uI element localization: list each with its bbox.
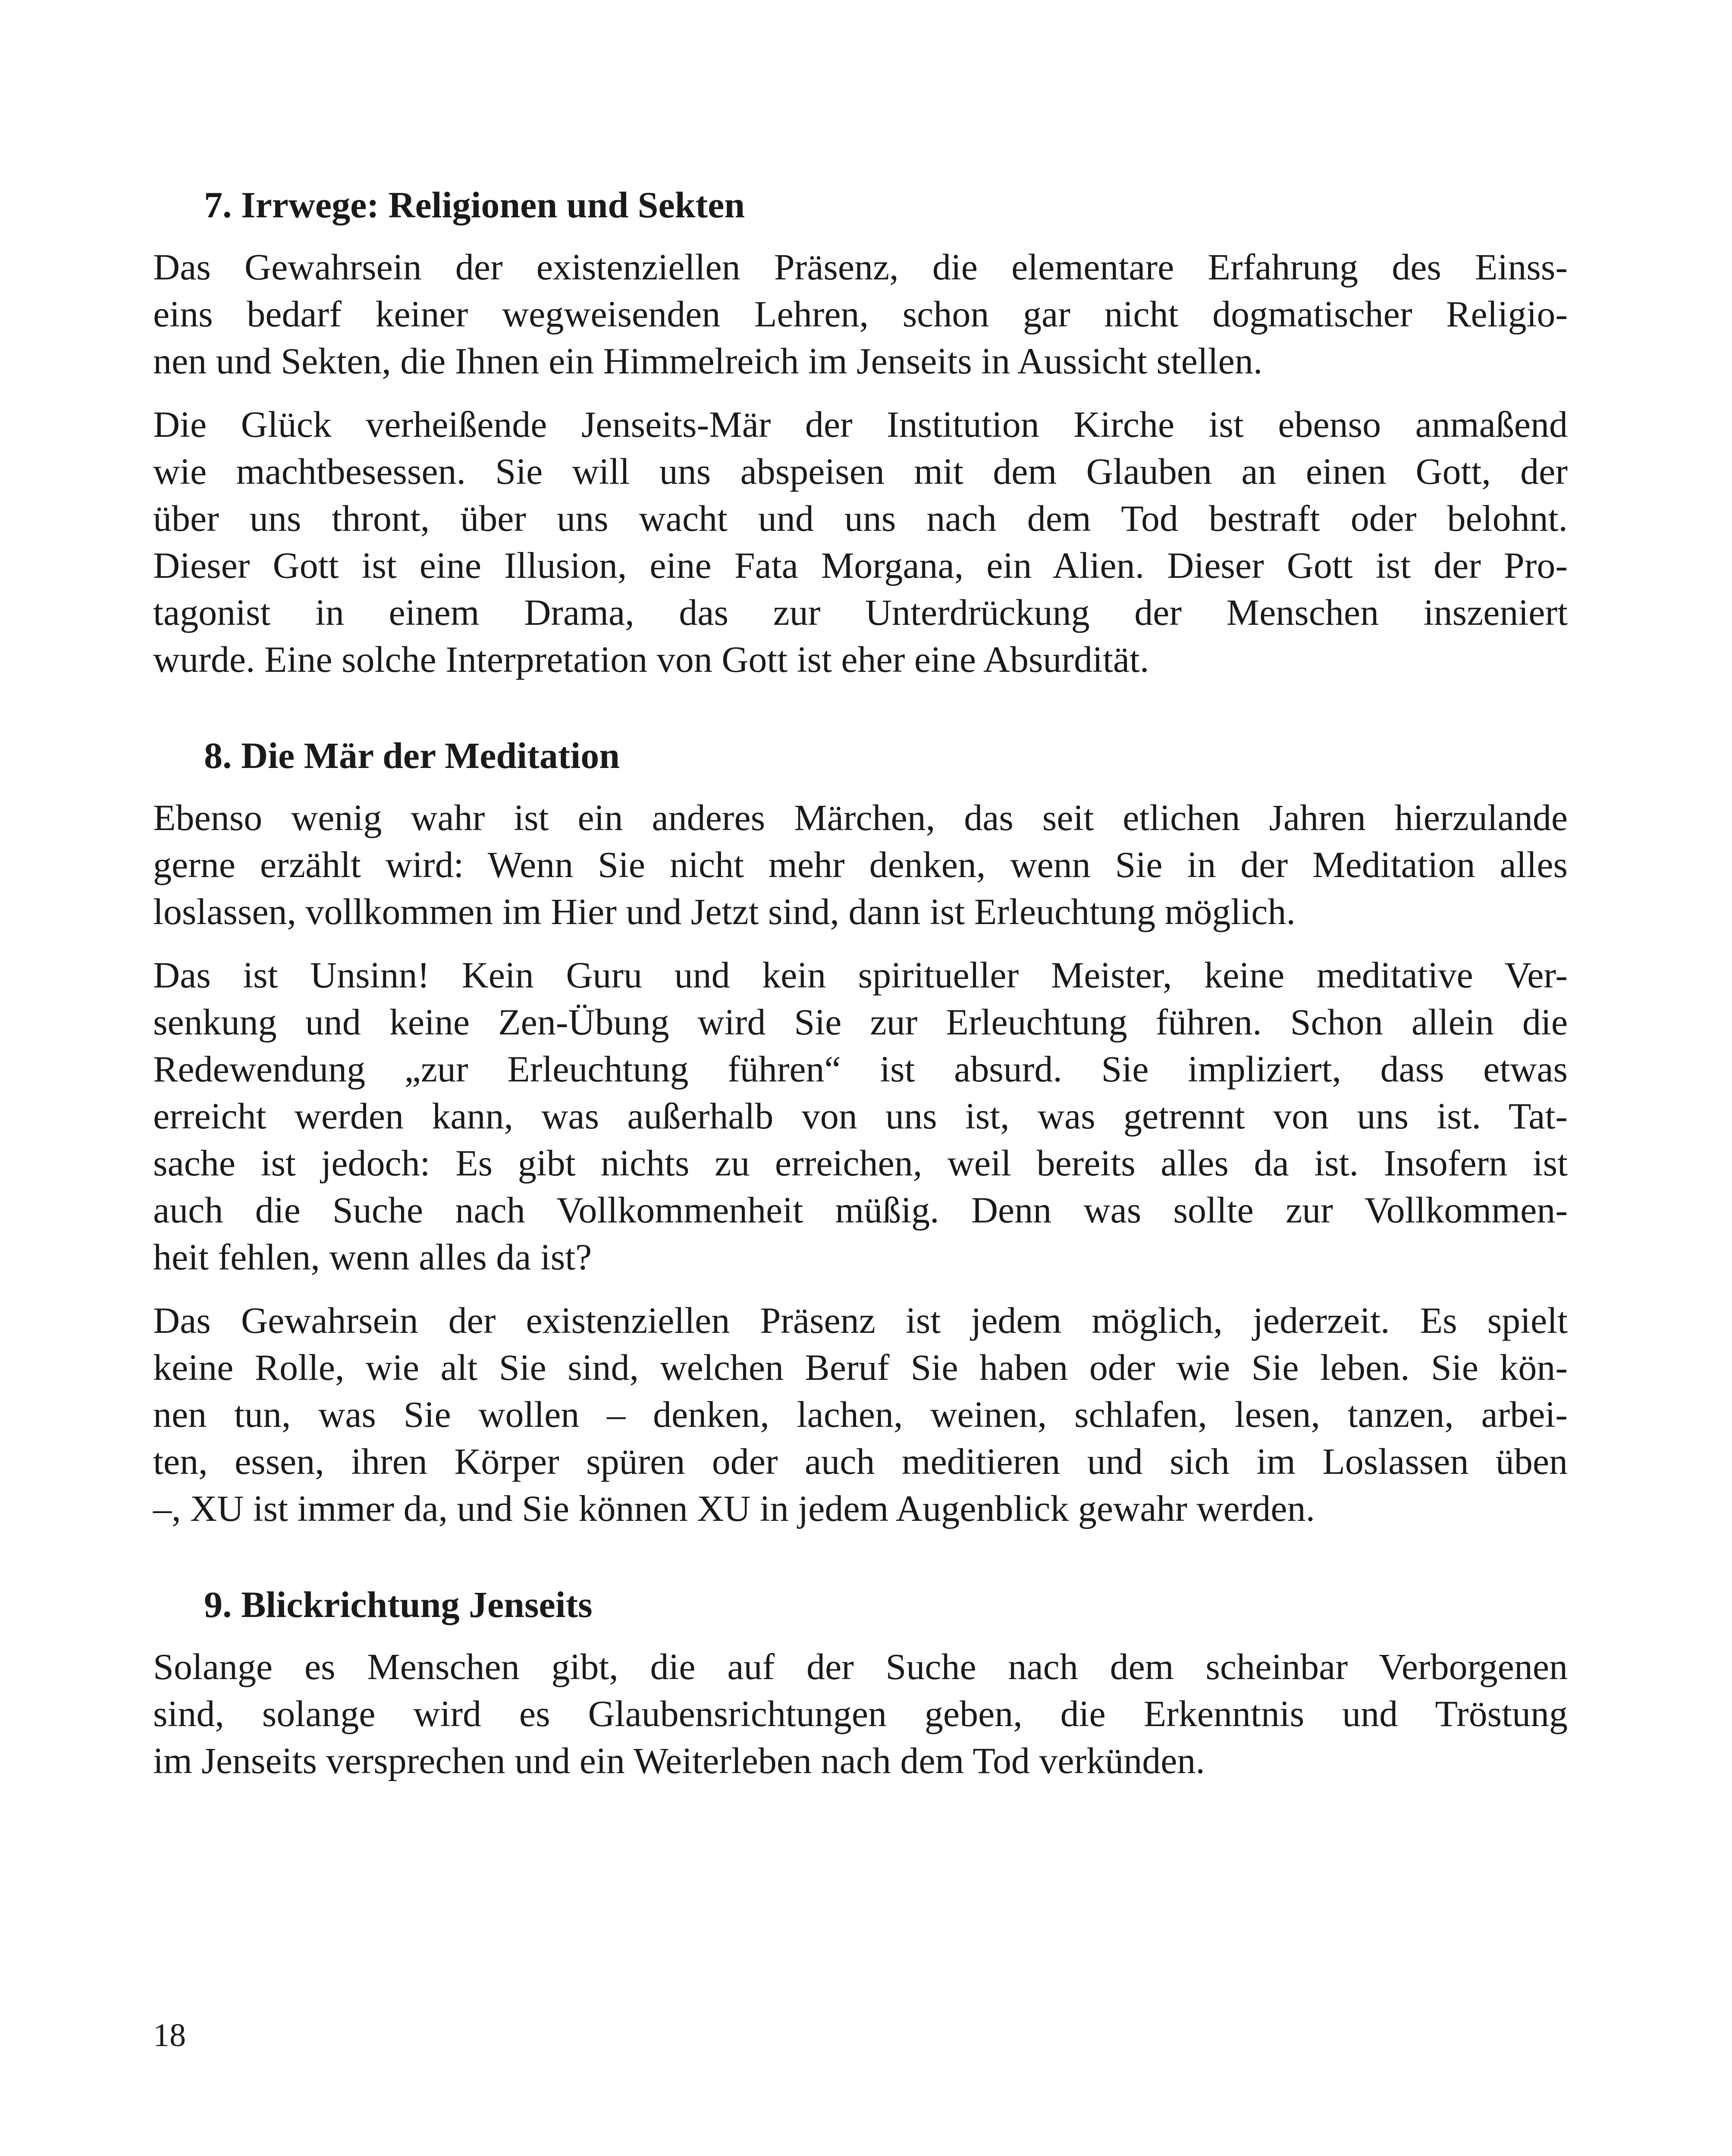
text-line: sache ist jedoch: Es gibt nichts zu erreichen, weil bereits alles da ist. Insofern ist bbox=[153, 1142, 1568, 1184]
text-line: Solange es Menschen gibt, die auf der Suche nach dem scheinbar Verborgenen bbox=[153, 1646, 1568, 1687]
section-9 bbox=[153, 1579, 1568, 1784]
section-8 bbox=[153, 730, 1568, 1532]
text-line: heit fehlen, wenn alles da ist? bbox=[153, 1236, 592, 1278]
text-line: wie machtbesessen. Sie will uns abspeisen mit dem Glauben an einen Gott, der bbox=[153, 451, 1568, 492]
text-line: keine Rolle, wie alt Sie sind, welchen Beruf Sie haben oder wie Sie leben. Sie kön- bbox=[153, 1347, 1568, 1388]
text-line: gerne erzählt wird: Wenn Sie nicht mehr denken, wenn Sie in der Meditation alles bbox=[153, 844, 1568, 885]
section-gap bbox=[153, 1548, 1568, 1579]
text-line: Das ist Unsinn! Kein Guru und kein spiritueller Meister, keine meditative Ver- bbox=[153, 954, 1568, 996]
page-number: 18 bbox=[153, 2017, 186, 2053]
text-line: nen tun, was Sie wollen – denken, lachen, weinen, schlafen, lesen, tanzen, arbei- bbox=[153, 1394, 1568, 1435]
text-line: Das Gewahrsein der existenziellen Präsenz ist jedem möglich, jederzeit. Es spielt bbox=[153, 1300, 1568, 1341]
text-line: tagonist in einem Drama, das zur Unterdrückung der Menschen inszeniert bbox=[153, 592, 1568, 633]
paragraph bbox=[153, 794, 1568, 935]
text-line: auch die Suche nach Vollkommenheit müßig. Denn was sollte zur Vollkommen- bbox=[153, 1189, 1568, 1231]
section-heading: 7. Irrwege: Religionen und Sekten bbox=[204, 184, 745, 226]
paragraph bbox=[153, 1643, 1568, 1784]
section-heading: 8. Die Mär der Meditation bbox=[204, 735, 620, 776]
text-line: senkung und keine Zen-Übung wird Sie zur Erleuchtung führen. Schon allein die bbox=[153, 1001, 1568, 1043]
text-line: nen und Sekten, die Ihnen ein Himmelreich im Jenseits in Aussicht stellen. bbox=[153, 340, 1263, 382]
paragraph bbox=[153, 952, 1568, 1281]
paragraph bbox=[153, 401, 1568, 683]
text-line: Ebenso wenig wahr ist ein anderes Märchen, das seit etlichen Jahren hierzulande bbox=[153, 797, 1568, 838]
text-line: eins bedarf keiner wegweisenden Lehren, schon gar nicht dogmatischer Religio- bbox=[153, 293, 1568, 335]
text-line: Dieser Gott ist eine Illusion, eine Fata Morgana, ein Alien. Dieser Gott ist der Pro- bbox=[153, 545, 1568, 586]
text-line: –, XU ist immer da, und Sie können XU in jedem Augenblick gewahr werden. bbox=[153, 1488, 1315, 1529]
paragraph bbox=[153, 244, 1568, 385]
section-gap bbox=[153, 699, 1568, 730]
text-line: im Jenseits versprechen und ein Weiterleben nach dem Tod verkünden. bbox=[153, 1740, 1205, 1781]
text-line: wurde. Eine solche Interpretation von Gott ist eher eine Absurdität. bbox=[153, 639, 1149, 680]
section-7 bbox=[153, 179, 1568, 683]
text-line: ten, essen, ihren Körper spüren oder auch meditieren und sich im Loslassen üben bbox=[153, 1441, 1568, 1482]
page-content bbox=[153, 179, 1568, 1801]
text-line: Das Gewahrsein der existenziellen Präsenz, die elementare Erfahrung des Einss- bbox=[153, 246, 1568, 288]
text-line: loslassen, vollkommen im Hier und Jetzt sind, dann ist Erleuchtung möglich. bbox=[153, 891, 1296, 932]
section-heading: 9. Blickrichtung Jenseits bbox=[204, 1584, 593, 1625]
text-line: sind, solange wird es Glaubensrichtungen geben, die Erkenntnis und Tröstung bbox=[153, 1693, 1568, 1734]
text-line: erreicht werden kann, was außerhalb von uns ist, was getrennt von uns ist. Tat- bbox=[153, 1095, 1568, 1137]
text-line: Redewendung „zur Erleuchtung führen“ ist absurd. Sie impliziert, dass etwas bbox=[153, 1048, 1568, 1090]
text-line: Die Glück verheißende Jenseits-Mär der Institution Kirche ist ebenso anmaßend bbox=[153, 404, 1568, 445]
text-line: über uns thront, über uns wacht und uns nach dem Tod bestraft oder belohnt. bbox=[153, 498, 1568, 539]
paragraph bbox=[153, 1297, 1568, 1532]
